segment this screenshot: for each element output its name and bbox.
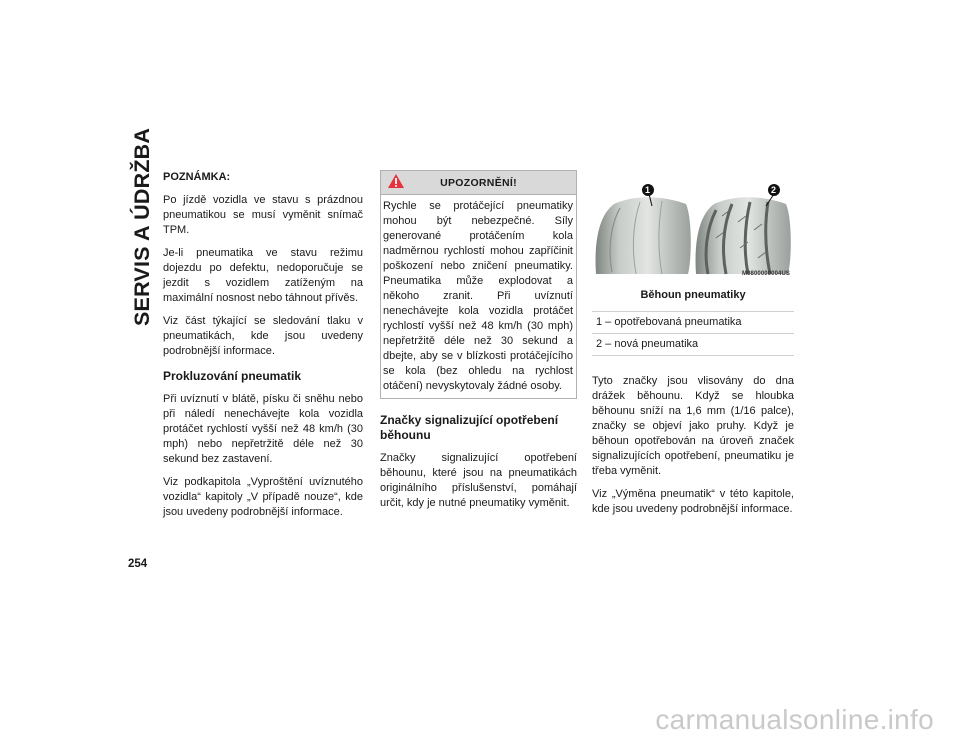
legend-item-worn-tire: 1 – opotřebovaná pneumatika [592, 312, 794, 334]
paragraph-wear-bars: Tyto značky jsou vlisovány do dna drážek běhounu. Když se hloubka běhounu sníží na 1,6 mm (1/16 palce), značky se objeví jako pruhy. Když je běhoun opotřebován na úroveň značek signalizujících opotřebení, pneumatiku je třeba vyměnit. [592, 375, 794, 477]
warning-body [381, 195, 576, 398]
watermark: carmanualsonline.info [655, 704, 934, 735]
warning-title: UPOZORNĚNÍ! [440, 177, 517, 189]
new-tire-image [696, 197, 791, 274]
figure-caption: Běhoun pneumatiky [640, 289, 746, 301]
column-left [163, 170, 363, 528]
column-right [592, 174, 794, 525]
paragraph-tire-replacement-reference: Viz „Výměna pneumatik“ v této kapitole, kde jsou uvedeny podrobnější informace. [592, 488, 794, 515]
paragraph-run-flat: Je-li pneumatika ve stavu režimu dojezdu po defektu, nedoporučuje se jezdit s vozidlem zatíženým na maximální nosnost nebo táhnout přívěs. [163, 247, 363, 304]
section-heading-wear-indicators: Značky signalizující opotřebení běhounu [380, 413, 559, 442]
chapter-title-text: SERVIS A ÚDRŽBA [130, 127, 154, 326]
legend-item-new-tire: 2 – nová pneumatika [592, 334, 794, 356]
marker-1-label: 1 [645, 185, 651, 195]
paragraph-freeing-vehicle-reference: Viz podkapitola „Vyproštění uvíznutého vozidla“ kapitoly „V případě nouze“, kde jsou uvedeny podrobnější informace. [163, 476, 363, 518]
page-number: 254 [128, 558, 148, 570]
section-heading-tire-spin: Prokluzování pneumatik [163, 369, 302, 383]
note-text: Po jízdě vozidla ve stavu s prázdnou pneumatikou se musí vyměnit snímač TPM. [163, 194, 363, 236]
worn-tire-image [596, 197, 691, 274]
figure-code: M0800000004US [741, 271, 790, 277]
paragraph-tire-spin: Při uvíznutí v blátě, písku či sněhu nebo při náledí nenechávejte kola vozidla protáčet rychlostí vyšší než 48 km/h (30 mph) nebo nepřetržitě déle než 30 sekund bez zastavení. [163, 393, 363, 465]
tire-tread-figure [592, 174, 794, 284]
column-middle [380, 170, 577, 519]
warning-header [381, 171, 576, 195]
paragraph-tpm-reference: Viz část týkající se sledování tlaku v pneumatikách, kde jsou uvedeny podrobnější informace. [163, 315, 363, 357]
warning-box [380, 170, 577, 399]
paragraph-wear-indicators: Značky signalizující opotřebení běhounu, které jsou na pneumatikách originálního příslušenství, pomáhají určit, kdy je nutné pneumatiky vyměnit. [380, 452, 577, 509]
warning-text: Rychle se protáčející pneumatiky mohou být nebezpečné. Síly generované protáčením kola nadměrnou rychlostí mohou zapříčinit poškození nebo zničení pneumatiky. Pneumatika může explodovat a někoho zranit. Při uvíznutí nenechávejte kola vozidla protáčet rychlostí vyšší než 48 km/h (30 mph) nepřetržitě déle než 30 sekund a dbejte, aby se v blízkosti protáčejícího se kola (bez ohledu na rychlost otáčení) nevyskytovaly žádné osoby. [383, 200, 573, 392]
figure-legend [592, 311, 794, 356]
chapter-side-title [122, 127, 166, 346]
note-heading: POZNÁMKA: [163, 171, 231, 183]
marker-2-label: 2 [771, 185, 777, 195]
